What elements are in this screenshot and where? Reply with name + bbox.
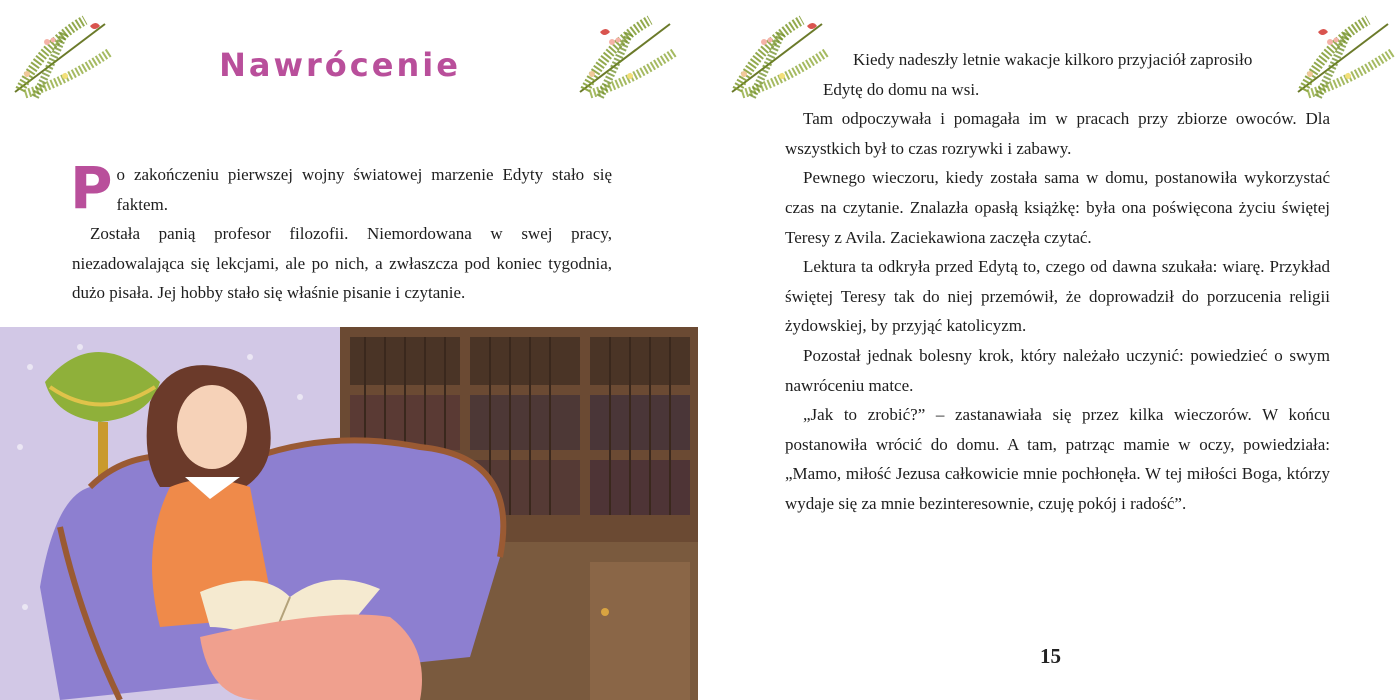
page-number: 15: [1040, 644, 1061, 668]
paragraph: Została panią profesor filozofii. Niemordowana w swej pracy, niezadowalająca się lekcjami, ale po nich, a zwłaszcza pod koniec tygodnia, dużo pisała. Jej hobby stało się właśnie pisanie i czytanie.: [72, 224, 612, 303]
paragraph: Pewnego wieczoru, kiedy została sama w domu, postanowiła wykorzystać czas na czytanie. Znalazła opasłą książkę: była ona poświęcona życiu świętej Teresy z Avila. Zaciekawiona zaczęła czytać.: [785, 168, 1330, 247]
pine-sprig-icon: [570, 12, 680, 102]
right-body-text: [785, 45, 1330, 519]
paragraph: „Jak to zrobić?” – zastanawiała się przez kilka wieczorów. W końcu postanowiła wrócić do domu. A tam, patrząc mamie w oczy, powiedziała: „Mamo, miłość Jezusa całkowicie mnie pochłonęła. W tej miłości Boga, którzy wydaje się za mnie bezinteresownie, czuję pokój i radość”.: [785, 405, 1330, 513]
paragraph: Tam odpoczywała i pomagała im w pracach przy zbiorze owoców. Dla wszystkich był to czas rozrywki i zabawy.: [785, 109, 1330, 158]
chapter-title: Nawrócenie: [219, 46, 461, 84]
reading-woman-illustration: [0, 327, 698, 700]
paragraph-text: o zakończeniu pierwszej wojny światowej marzenie Edyty stało się faktem.: [116, 165, 612, 214]
paragraph: Edytę do domu na wsi.: [823, 79, 980, 99]
paragraph: Lektura ta odkryła przed Edytą to, czego od dawna szukała: wiarę. Przykład świętej Teresy tak do niej przemówił, że doprowadził do porzucenia religii żydowskiej, by przyjąć katolicyzm.: [785, 257, 1330, 336]
right-page: [700, 0, 1400, 700]
paragraph: Kiedy nadeszły letnie wakacje kilkoro przyjaciół zaprosiło: [853, 50, 1253, 69]
left-body-text: [70, 154, 612, 308]
paragraph: Pozostał jednak bolesny krok, który należało uczynić: powiedzieć o swym nawróceniu matce.: [785, 345, 1330, 395]
pine-sprig-icon: [5, 12, 115, 102]
paragraph: [70, 154, 612, 222]
drop-cap: P: [70, 154, 113, 222]
